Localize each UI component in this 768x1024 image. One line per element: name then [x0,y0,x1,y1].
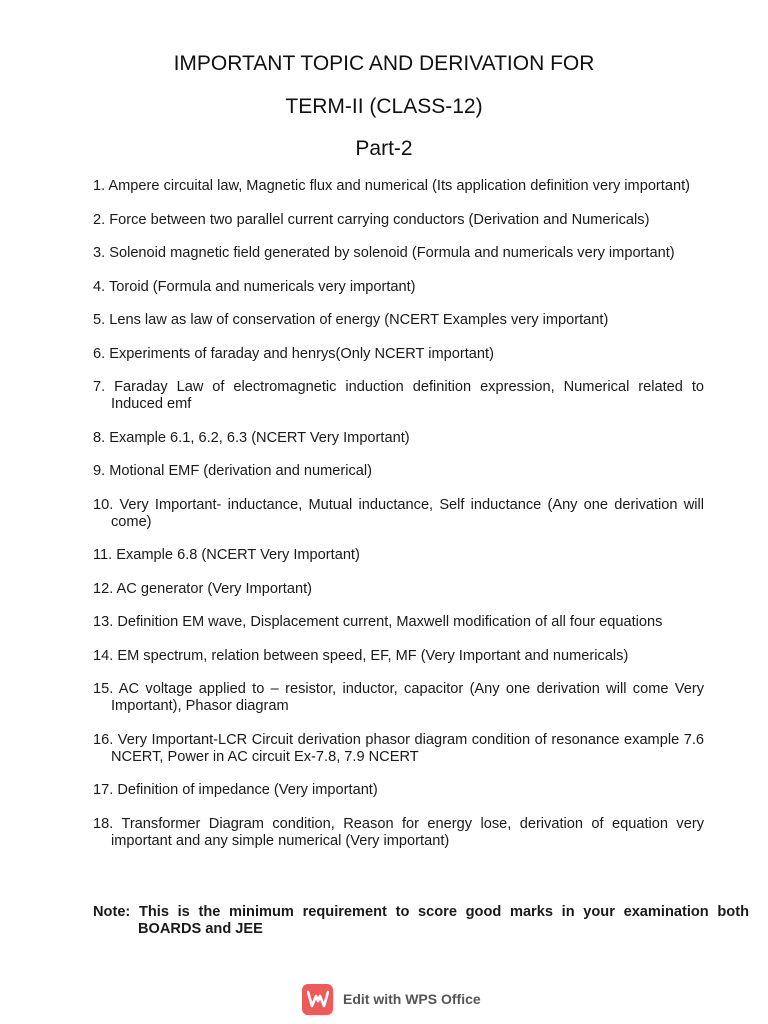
topic-list [93,178,704,866]
page-subtitle: TERM-II (CLASS-12) [285,95,483,118]
list-item: 2. Force between two parallel current carrying conductors (Derivation and Numericals) [93,211,650,228]
list-item: 10. Very Important- inductance, Mutual inductance, Self inductance (Any one derivation will come) [93,496,704,530]
list-item: 4. Toroid (Formula and numericals very important) [93,278,416,295]
list-item: 12. AC generator (Very Important) [93,580,313,597]
list-item: 14. EM spectrum, relation between speed, EF, MF (Very Important and numericals) [93,647,629,664]
list-item: 15. AC voltage applied to – resistor, inductor, capacitor (Any one derivation will come Very Important), Phasor diagram [93,681,704,714]
page-part-heading: Part-2 [355,137,413,160]
list-item: 3. Solenoid magnetic field generated by solenoid (Formula and numericals very important) [93,245,675,261]
list-item: 17. Definition of impedance (Very important) [93,782,378,798]
wps-logo-icon [302,984,333,1015]
list-item: 13. Definition EM wave, Displacement current, Maxwell modification of all four equations [93,614,663,630]
list-item: 8. Example 6.1, 6.2, 6.3 (NCERT Very Important) [93,429,410,446]
list-item: 6. Experiments of faraday and henrys(Only NCERT important) [93,345,494,362]
wps-edit-badge[interactable] [302,983,481,1015]
list-item: 1. Ampere circuital law, Magnetic flux and numerical (Its application definition very important) [93,178,690,194]
list-item: 7. Faraday Law of electromagnetic induction definition expression, Numerical related to Induced emf [93,379,704,412]
list-item: 16. Very Important-LCR Circuit derivation phasor diagram condition of resonance example 7.6 NCERT, Power in AC circuit Ex-7.8, 7.9 NCERT [93,731,704,765]
page-title: IMPORTANT TOPIC AND DERIVATION FOR [173,52,595,75]
list-item: 9. Motional EMF (derivation and numerical) [93,463,373,479]
wps-edit-label[interactable]: Edit with WPS Office [343,991,481,1007]
note-text: Note: This is the minimum requirement to score good marks in your examination both BOARDS and JEE [93,904,749,937]
list-item: 18. Transformer Diagram condition, Reason for energy lose, derivation of equation very important and any simple numerical (Very important) [93,815,704,849]
list-item: 5. Lens law as law of conservation of energy (NCERT Examples very important) [93,312,609,328]
list-item: 11. Example 6.8 (NCERT Very Important) [93,547,360,563]
